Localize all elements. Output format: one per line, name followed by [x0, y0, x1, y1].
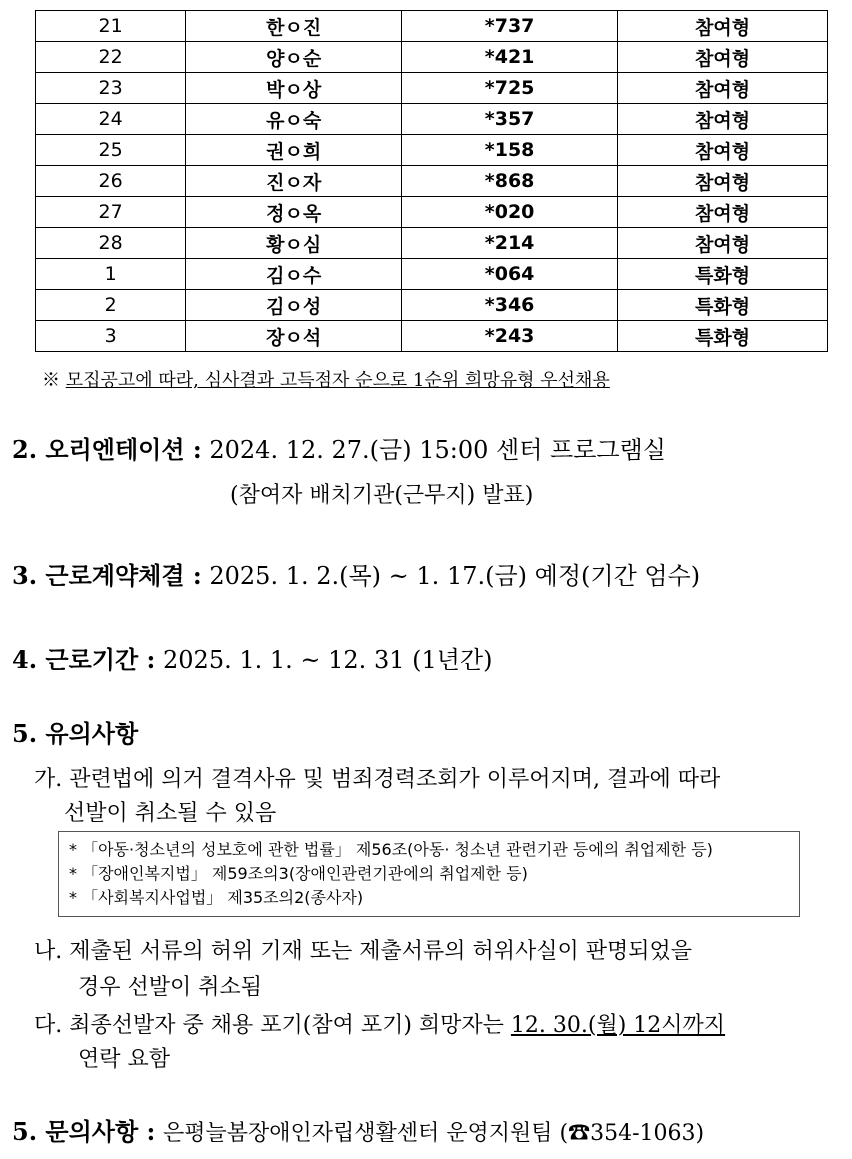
contact-text: 은평늘봄장애인자립생활센터 운영지원팀 (☎354-1063) [163, 1121, 705, 1146]
row-name: 장ㅇ석 [186, 321, 402, 352]
row-type: 참여형 [618, 73, 828, 104]
table-row [36, 135, 828, 166]
row-number: 27 [36, 197, 186, 228]
table-row [36, 42, 828, 73]
table-row [36, 228, 828, 259]
orientation-label: 2. 오리엔테이션 : [12, 435, 202, 464]
row-name: 유ㅇ숙 [186, 104, 402, 135]
row-id: *737 [402, 11, 618, 42]
table-row [36, 290, 828, 321]
table-row [36, 197, 828, 228]
orientation-sub: (참여자 배치기관(근무지) 발표) [230, 483, 534, 508]
row-type: 특화형 [618, 321, 828, 352]
row-type: 참여형 [618, 11, 828, 42]
contact-label: 5. 문의사항 : [12, 1117, 156, 1146]
table-row [36, 104, 828, 135]
contract-text: 2025. 1. 2.(목) ~ 1. 17.(금) 예정(기간 엄수) [209, 562, 701, 590]
notice-label: 5. 유의사항 [12, 719, 139, 748]
notice-c-line2: 연락 요함 [78, 1047, 171, 1072]
row-number: 28 [36, 228, 186, 259]
row-name: 양ㅇ순 [186, 42, 402, 73]
table-row [36, 166, 828, 197]
notice-b-line2: 경우 선발이 취소됨 [78, 975, 263, 1000]
row-type: 참여형 [618, 104, 828, 135]
row-name: 한ㅇ진 [186, 11, 402, 42]
row-id: *421 [402, 42, 618, 73]
row-number: 22 [36, 42, 186, 73]
row-type: 참여형 [618, 166, 828, 197]
row-name: 진ㅇ자 [186, 166, 402, 197]
contact-section [12, 1112, 704, 1147]
row-name: 권ㅇ희 [186, 135, 402, 166]
row-type: 참여형 [618, 228, 828, 259]
row-id: *020 [402, 197, 618, 228]
row-name: 김ㅇ성 [186, 290, 402, 321]
notice-c-deadline: 12. 30.(월) 12시까지 [510, 1013, 726, 1038]
note-mark: ※ [42, 370, 60, 391]
row-id: *064 [402, 259, 618, 290]
row-id: *214 [402, 228, 618, 259]
orientation-section [12, 430, 666, 465]
row-number: 24 [36, 104, 186, 135]
contract-section [12, 556, 700, 591]
notice-a-line2: 선발이 취소될 수 있음 [64, 801, 277, 826]
notice-c-text: 다. 최종선발자 중 채용 포기(참여 포기) 희망자는 [34, 1013, 504, 1038]
row-name: 정ㅇ옥 [186, 197, 402, 228]
row-type: 참여형 [618, 135, 828, 166]
law-reference-box [58, 831, 800, 917]
row-number: 25 [36, 135, 186, 166]
row-name: 김ㅇ수 [186, 259, 402, 290]
row-type: 특화형 [618, 290, 828, 321]
notice-c-line1 [34, 1008, 725, 1039]
period-section [12, 640, 492, 675]
period-label: 4. 근로기간 : [12, 645, 156, 674]
notice-a-line1: 가. 관련법에 의거 결격사유 및 범죄경력조회가 이루어지며, 결과에 따라 [34, 767, 721, 792]
orientation-text: 2024. 12. 27.(금) 15:00 센터 프로그램실 [209, 436, 666, 464]
row-id: *357 [402, 104, 618, 135]
row-type: 참여형 [618, 197, 828, 228]
row-type: 참여형 [618, 42, 828, 73]
contract-label: 3. 근로계약체결 : [12, 561, 202, 590]
row-id: *346 [402, 290, 618, 321]
table-row [36, 73, 828, 104]
row-id: *725 [402, 73, 618, 104]
row-name: 박ㅇ상 [186, 73, 402, 104]
row-number: 21 [36, 11, 186, 42]
selection-note [42, 366, 610, 392]
law-reference-3: * 「사회복지사업법」 제35조의2(종사자) [69, 888, 364, 907]
results-table [35, 10, 828, 352]
row-number: 3 [36, 321, 186, 352]
row-type: 특화형 [618, 259, 828, 290]
row-id: *158 [402, 135, 618, 166]
table-row [36, 321, 828, 352]
row-number: 1 [36, 259, 186, 290]
note-text: 모집공고에 따라, 심사결과 고득점자 순으로 1순위 희망유형 우선채용 [65, 370, 610, 391]
row-id: *868 [402, 166, 618, 197]
table-row [36, 259, 828, 290]
row-number: 26 [36, 166, 186, 197]
law-reference-2: * 「장애인복지법」 제59조의3(장애인관련기관에의 취업제한 등) [69, 864, 528, 883]
row-id: *243 [402, 321, 618, 352]
row-name: 황ㅇ심 [186, 228, 402, 259]
law-reference-1: * 「아동·청소년의 성보호에 관한 법률」 제56조(아동· 청소년 관련기관 등에의 취업제한 등) [69, 840, 713, 859]
table-row [36, 11, 828, 42]
row-number: 23 [36, 73, 186, 104]
notice-b-line1: 나. 제출된 서류의 허위 기재 또는 제출서류의 허위사실이 판명되었을 [34, 939, 692, 964]
period-text: 2025. 1. 1. ~ 12. 31 (1년간) [163, 646, 493, 674]
notice-section [12, 714, 138, 749]
row-number: 2 [36, 290, 186, 321]
